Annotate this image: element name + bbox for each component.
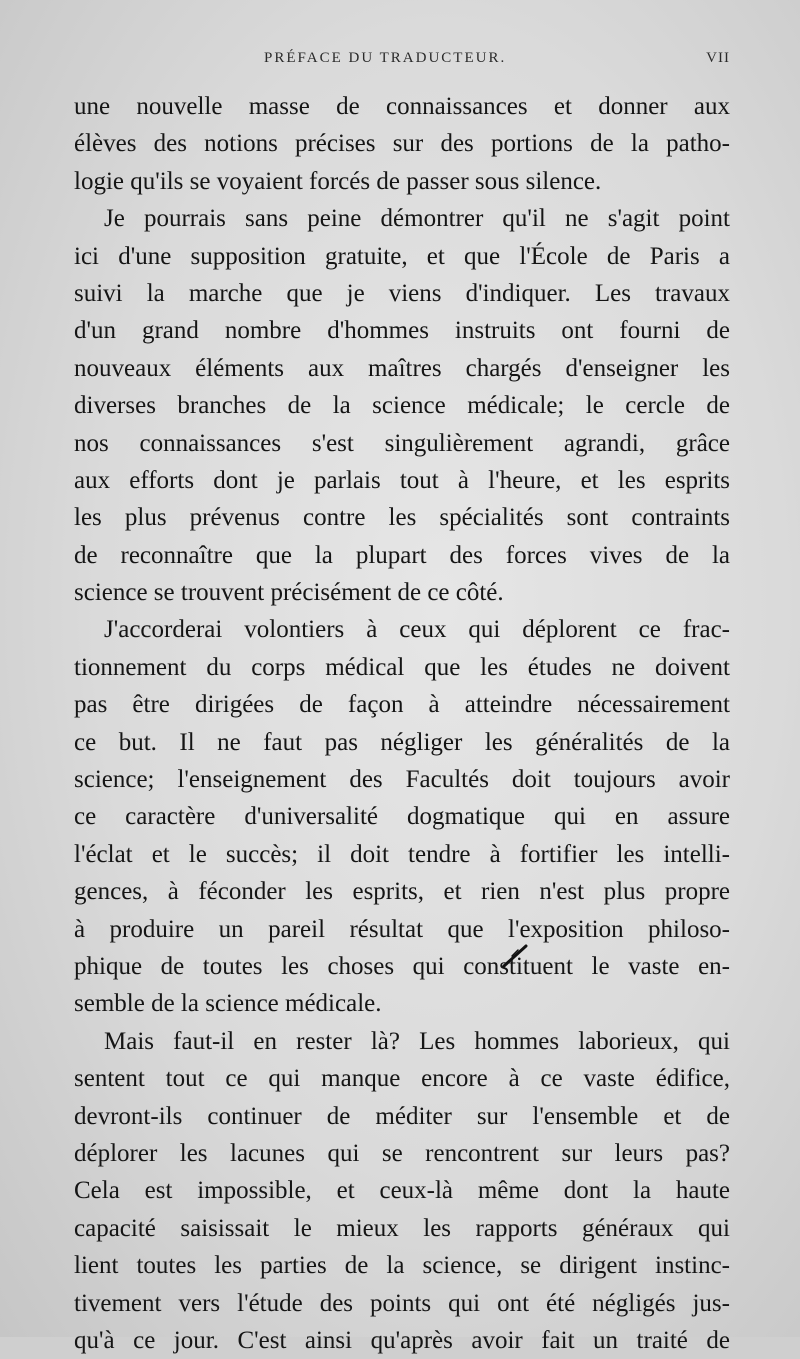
text-line: logie qu'ils se voyaient forcés de passer sous silence.: [74, 167, 602, 195]
text-line: devront-ils continuer de méditer sur l'ensemble et de: [74, 1102, 730, 1130]
text-line: une nouvelle masse de connaissances et donner aux: [74, 93, 730, 120]
text-line: tionnement du corps médical que les études ne doivent: [74, 653, 730, 681]
text-line: ce caractère d'universalité dogmatique qui en assure: [74, 803, 730, 831]
text-line: nos connaissances s'est singulièrement agrandi, grâce: [74, 429, 730, 457]
text-line: ici d'une supposition gratuite, et que l'École de Paris a: [74, 242, 730, 270]
text-line: diverses branches de la science médicale; le cercle de: [74, 392, 730, 420]
running-title: PRÉFACE DU TRADUCTEUR.: [264, 50, 507, 66]
text-line: Cela est impossible, et ceux-là même dont la haute: [74, 1177, 730, 1205]
text-line: phique de toutes les choses qui constituent le vaste en-: [74, 952, 730, 980]
text-line: nouveaux éléments aux maîtres chargés d'enseigner les: [74, 354, 730, 382]
page-header: [74, 50, 730, 74]
text-line: les plus prévenus contre les spécialités sont contraints: [74, 504, 730, 532]
text-line: science se trouvent précisément de ce côté.: [74, 579, 504, 607]
text-line: qu'à ce jour. C'est ainsi qu'après avoir fait un traité de: [74, 1326, 730, 1354]
text-line: tivement vers l'étude des points qui ont été négligés jus-: [74, 1289, 730, 1317]
text-line: élèves des notions précises sur des portions de la patho-: [74, 130, 730, 158]
text-line: Mais faut-il en rester là? Les hommes laborieux, qui: [104, 1027, 730, 1055]
text-line: science; l'enseignement des Facultés doit toujours avoir: [74, 766, 730, 794]
text-line: J'accorderai volontiers à ceux qui déplorent ce frac-: [104, 616, 730, 644]
page-number: VII: [706, 50, 730, 66]
text-line: semble de la science médicale.: [74, 990, 382, 1018]
text-line: à produire un pareil résultat que l'exposition philoso-: [74, 915, 730, 943]
text-line: ce but. Il ne faut pas négliger les généralités de la: [74, 728, 730, 756]
pen-mark: [500, 944, 528, 970]
body-text: [74, 88, 730, 1359]
text-line: suivi la marche que je viens d'indiquer. Les travaux: [74, 279, 730, 307]
text-line: Je pourrais sans peine démontrer qu'il ne s'agit point: [104, 205, 730, 233]
text-line: déplorer les lacunes qui se rencontrent sur leurs pas?: [74, 1139, 730, 1167]
text-line: lient toutes les parties de la science, se dirigent instinc-: [74, 1252, 730, 1280]
text-line: pas être dirigées de façon à atteindre nécessairement: [74, 691, 730, 719]
text-line: sentent tout ce qui manque encore à ce vaste édifice,: [74, 1065, 730, 1093]
text-line: l'éclat et le succès; il doit tendre à fortifier les intelli-: [74, 840, 730, 868]
text-line: aux efforts dont je parlais tout à l'heure, et les esprits: [74, 466, 730, 494]
text-line: capacité saisissait le mieux les rapports généraux qui: [74, 1214, 730, 1242]
text-line: d'un grand nombre d'hommes instruits ont fourni de: [74, 317, 730, 345]
text-line: de reconnaître que la plupart des forces vives de la: [74, 541, 730, 569]
text-line: gences, à féconder les esprits, et rien n'est plus propre: [74, 878, 730, 906]
